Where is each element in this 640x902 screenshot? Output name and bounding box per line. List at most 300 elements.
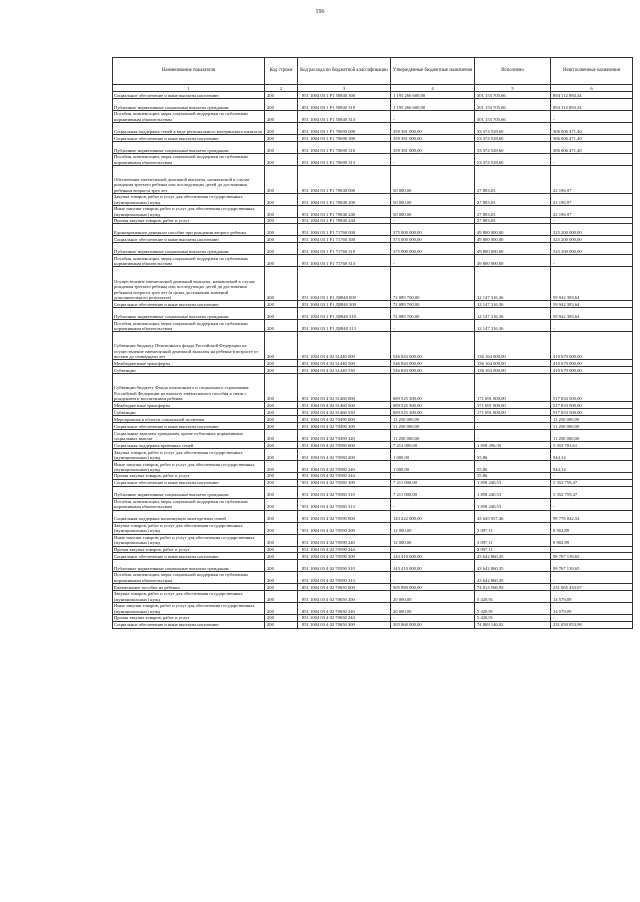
indicator-name-cell: Мероприятия в области социальной политики [113,416,265,423]
budget-code-cell: 851 1004 03 4 02 70590 300 [298,553,391,560]
budget-code-cell: 851 1004 03 4 02 70580 240 [298,461,391,473]
table-row [113,534,633,546]
executed-amount-cell: 1 858 296,39 [475,442,551,449]
line-code-cell: 200 [265,374,298,402]
budget-code-cell: 851 1004 03 4 02 70580 244 [298,473,391,479]
executed-amount-cell: 136 164 000,00 [475,332,551,360]
indicator-name-cell: Закупка товаров, работ и услуг для обеспечения государственных (муниципальных) нужд [113,449,265,461]
remaining-amount-cell: 59 942 383,64 [551,301,633,308]
indicator-name-cell: Субвенции бюджету Пенсионного фонда Российской Федерации на осуществление ежемесячной денежной выплаты на ребенка в возрасте от восьми до семнадцати лет [113,332,265,360]
budget-code-cell: 851 1004 03 1 Р1 71760 300 [298,236,391,243]
approved-amount-cell: - [391,154,475,166]
approved-amount-cell: 11 250 000,00 [391,430,475,442]
column-number: 1 [113,85,265,92]
approved-amount-cell: 20 000,00 [391,603,475,615]
remaining-amount-cell: - [551,615,633,621]
table-row [113,553,633,560]
column-number: 6 [551,85,633,92]
approved-amount-cell: 359 381 000,00 [391,123,475,135]
remaining-amount-cell: 8 902,89 [551,534,633,546]
executed-amount-cell: 49 800 000,00 [475,255,551,267]
remaining-amount-cell: 410 679 000,00 [551,367,633,374]
indicator-name-cell: Закупка товаров, работ и услуг для обеспечения государственных (муниципальных) нужд [113,591,265,603]
remaining-amount-cell: 894 112 894,34 [551,92,633,99]
budget-code-cell: 851 1004 03 4 02 31460 000 [298,374,391,402]
remaining-amount-cell: - [551,473,633,479]
column-number: 3 [298,85,391,92]
line-code-cell: 200 [265,135,298,142]
indicator-name-cell: Межбюджетные трансферты [113,360,265,367]
approved-amount-cell: 375 000 000,00 [391,224,475,236]
line-code-cell: 200 [265,142,298,154]
indicator-name-cell: Иные закупки товаров, работ и услуг для обеспечения государственных (муниципальных) нужд [113,461,265,473]
table-row [113,479,633,486]
budget-code-cell: 851 1004 03 4 02 31440 500 [298,360,391,367]
indicator-name-cell: Закупка товаров, работ и услуг для обеспечения государственных (муниципальных) нужд [113,194,265,206]
indicator-name-cell: Социальная поддержка приемных семей [113,442,265,449]
approved-amount-cell: 72 089 700,00 [391,267,475,301]
line-code-cell: 200 [265,360,298,367]
remaining-amount-cell: 5 352 759,47 [551,486,633,498]
header-budget-code: Код расхода по бюджетной классификации [298,58,391,85]
executed-amount-cell: 3 097,11 [475,534,551,546]
approved-amount-cell: 11 250 000,00 [391,416,475,423]
table-row [113,166,633,194]
line-code-cell: 200 [265,111,298,123]
remaining-amount-cell: 11 250 000,00 [551,423,633,430]
approved-amount-cell: 143 422 000,00 [391,510,475,522]
approved-amount-cell: 689 525 300,00 [391,374,475,402]
table-row [113,236,633,243]
indicator-name-cell: Межбюджетные трансферты [113,402,265,409]
budget-code-cell: 851 1004 03 4 02 70580 000 [298,442,391,449]
indicator-name-cell: Пособия, компенсации, меры социальной поддержки по публичным нормативным обязательствам [113,320,265,332]
budget-code-cell: 851 1004 03 4 02 31460 500 [298,402,391,409]
remaining-amount-cell: 8 902,89 [551,522,633,534]
executed-amount-cell: 53 374 528,60 [475,123,551,135]
executed-amount-cell: 171 691 800,00 [475,374,551,402]
table-row [113,486,633,498]
remaining-amount-cell: - [551,218,633,224]
approved-amount-cell: 305 860 000,00 [391,621,475,628]
budget-code-cell: 851 1004 03 1 Р1 71760 313 [298,255,391,267]
table-row [113,591,633,603]
indicator-name-cell: Прочая закупка товаров, работ и услуг [113,218,265,224]
approved-amount-cell: - [391,320,475,332]
table-row [113,154,633,166]
remaining-amount-cell: 231 050 853,98 [551,621,633,628]
executed-amount-cell: - [475,430,551,442]
executed-amount-cell: 12 147 316,36 [475,267,551,301]
executed-amount-cell: 27 803,03 [475,166,551,194]
executed-amount-cell: 74 814 566,93 [475,584,551,591]
approved-amount-cell: 12 000,00 [391,522,475,534]
line-code-cell: 200 [265,615,298,621]
remaining-amount-cell: 944,14 [551,449,633,461]
indicator-name-cell: Иные закупки товаров, работ и услуг для обеспечения государственных (муниципальных) нужд [113,534,265,546]
indicator-name-cell: Социальная поддержка семей в виде регионального материнского капитала [113,123,265,135]
table-row [113,267,633,301]
budget-code-cell: 851 1004 03 4 02 70590 313 [298,572,391,584]
line-code-cell: 200 [265,479,298,486]
executed-amount-cell: 43 642 860,35 [475,572,551,584]
indicator-name-cell: Пособия, компенсации, меры социальной поддержки по публичным нормативным обязательствам [113,572,265,584]
line-code-cell: 200 [265,584,298,591]
approved-amount-cell: 143 410 000,00 [391,560,475,572]
remaining-amount-cell: - [551,154,633,166]
executed-amount-cell: 136 164 000,00 [475,367,551,374]
header-approved: Утвержденные бюджетные назначения [391,58,475,85]
line-code-cell: 200 [265,510,298,522]
budget-code-cell: 851 1004 03 4 02 70580 310 [298,486,391,498]
approved-amount-cell: - [391,111,475,123]
table-row [113,224,633,236]
table-row [113,603,633,615]
budget-code-cell: 851 1004 03 1 Р1 70690 300 [298,135,391,142]
budget-code-cell: 851 1004 03 4 02 70650 000 [298,584,391,591]
remaining-amount-cell: 14 579,09 [551,603,633,615]
line-code-cell: 200 [265,301,298,308]
line-code-cell: 200 [265,449,298,461]
remaining-amount-cell: 517 833 500,00 [551,409,633,416]
budget-code-cell: 851 1004 03 1 Р1 70840 000 [298,166,391,194]
approved-amount-cell: 143 410 000,00 [391,553,475,560]
executed-amount-cell: 27 803,03 [475,206,551,218]
executed-amount-cell: 5 420,91 [475,603,551,615]
budget-code-cell: 851 1004 03 4 02 70590 200 [298,522,391,534]
approved-amount-cell: - [391,218,475,224]
table-row [113,584,633,591]
approved-amount-cell: 359 381 000,00 [391,135,475,142]
line-code-cell: 200 [265,498,298,510]
approved-amount-cell: - [391,255,475,267]
executed-amount-cell: 3 097,11 [475,546,551,552]
indicator-name-cell: Публичные нормативные социальные выплаты гражданам [113,142,265,154]
budget-code-cell: 851 1004 03 4 02 31460 530 [298,409,391,416]
indicator-name-cell: Единовременное денежное пособие при рождении второго ребенка [113,224,265,236]
budget-code-cell: 851 1004 03 1 Р1 Д0840 000 [298,267,391,301]
line-code-cell: 200 [265,486,298,498]
indicator-name-cell: Пособия, компенсации, меры социальной поддержки по публичным нормативным обязательствам [113,111,265,123]
remaining-amount-cell: 22 196,97 [551,206,633,218]
line-code-cell: 200 [265,402,298,409]
indicator-name-cell: Социальное обеспечение и иные выплаты населению [113,621,265,628]
executed-amount-cell: - [475,423,551,430]
line-code-cell: 200 [265,123,298,135]
line-code-cell: 200 [265,255,298,267]
executed-amount-cell: 49 800 000,00 [475,243,551,255]
budget-code-cell: 851 1004 03 1 Р1 Д0840 310 [298,308,391,320]
approved-amount-cell: 1 195 266 600,00 [391,92,475,99]
budget-code-cell: 851 1004 03 1 Р1 70840 200 [298,194,391,206]
approved-amount-cell: 12 000,00 [391,534,475,546]
line-code-cell: 200 [265,560,298,572]
indicator-name-cell: Субвенции [113,367,265,374]
executed-amount-cell: 171 691 800,00 [475,402,551,409]
executed-amount-cell: 301 153 705,66 [475,92,551,99]
column-number: 4 [391,85,475,92]
remaining-amount-cell: 306 006 471,40 [551,142,633,154]
remaining-amount-cell: 99 776 042,54 [551,510,633,522]
remaining-amount-cell: 231 065 433,07 [551,584,633,591]
indicator-name-cell: Публичные нормативные социальные выплаты гражданам [113,486,265,498]
executed-amount-cell: 55,86 [475,461,551,473]
approved-amount-cell: - [391,615,475,621]
indicator-name-cell: Социальное обеспечение и иные выплаты населению [113,92,265,99]
approved-amount-cell: 359 381 000,00 [391,142,475,154]
table-row [113,99,633,111]
approved-amount-cell: 546 843 000,00 [391,367,475,374]
budget-code-cell: 851 1004 03 4 02 70490 300 [298,423,391,430]
remaining-amount-cell: 59 942 383,64 [551,267,633,301]
table-row [113,374,633,402]
executed-amount-cell: 55,86 [475,449,551,461]
remaining-amount-cell: - [551,111,633,123]
table-row [113,423,633,430]
approved-amount-cell: - [391,546,475,552]
indicator-name-cell: Социальные выплаты гражданам, кроме публичных нормативных социальных выплат [113,430,265,442]
executed-amount-cell: 53 374 528,60 [475,135,551,142]
page-number: 196 [315,9,325,15]
indicator-name-cell: Социальное обеспечение и иные выплаты населению [113,479,265,486]
executed-amount-cell: 74 809 146,02 [475,621,551,628]
table-row [113,367,633,374]
indicator-name-cell: Прочая закупка товаров, работ и услуг [113,615,265,621]
remaining-amount-cell: 410 679 000,00 [551,360,633,367]
budget-code-cell: 851 1004 03 4 02 70490 320 [298,430,391,442]
budget-code-cell: 851 1004 03 4 02 70580 200 [298,449,391,461]
budget-code-cell: 851 1004 03 1 Р1 50840 300 [298,92,391,99]
budget-code-cell: 851 1004 03 4 02 31440 530 [298,367,391,374]
approved-amount-cell: 1 195 266 600,00 [391,99,475,111]
line-code-cell: 200 [265,416,298,423]
executed-amount-cell: 27 803,03 [475,218,551,224]
table-row [113,142,633,154]
approved-amount-cell: 20 000,00 [391,591,475,603]
table-row [113,416,633,423]
table-row [113,111,633,123]
remaining-amount-cell: 22 196,97 [551,194,633,206]
table-row [113,301,633,308]
table-row [113,522,633,534]
remaining-amount-cell: 59 942 383,64 [551,308,633,320]
executed-amount-cell: 301 153 705,66 [475,99,551,111]
line-code-cell: 200 [265,224,298,236]
approved-amount-cell: - [391,498,475,510]
approved-amount-cell: 689 525 300,00 [391,409,475,416]
table-row [113,449,633,461]
remaining-amount-cell: 5 353 703,61 [551,442,633,449]
line-code-cell: 200 [265,206,298,218]
budget-code-cell: 851 1004 03 4 02 70590 310 [298,560,391,572]
table-row [113,332,633,360]
remaining-amount-cell: 325 200 000,00 [551,224,633,236]
line-code-cell: 200 [265,409,298,416]
indicator-name-cell: Закупка товаров, работ и услуг для обеспечения государственных (муниципальных) нужд [113,522,265,534]
table-row [113,510,633,522]
budget-code-cell: 851 1004 03 1 Р1 50840 313 [298,111,391,123]
header-executed: Исполнено [475,58,551,85]
indicator-name-cell: Иные закупки товаров, работ и услуг для обеспечения государственных (муниципальных) нужд [113,603,265,615]
table-row [113,430,633,442]
executed-amount-cell: 12 147 316,36 [475,301,551,308]
executed-amount-cell: 55,86 [475,473,551,479]
remaining-amount-cell: - [551,320,633,332]
executed-amount-cell: 43 645 957,46 [475,510,551,522]
table-header-row [113,58,633,85]
budget-code-cell: 851 1004 03 1 Р1 71760 310 [298,243,391,255]
remaining-amount-cell: 894 112 894,34 [551,99,633,111]
executed-amount-cell: 53 374 528,60 [475,142,551,154]
line-code-cell: 200 [265,603,298,615]
line-code-cell: 200 [265,99,298,111]
budget-code-cell: 851 1004 03 4 02 70650 200 [298,591,391,603]
remaining-amount-cell: - [551,255,633,267]
budget-code-cell: 851 1004 03 1 Р1 Д0840 300 [298,301,391,308]
indicator-name-cell: Социальное обеспечение и иные выплаты населению [113,553,265,560]
approved-amount-cell: 7 211 000,00 [391,486,475,498]
table-row [113,194,633,206]
remaining-amount-cell: 306 006 471,40 [551,123,633,135]
executed-amount-cell: 12 147 316,36 [475,320,551,332]
indicator-name-cell: Пособия, компенсации, меры социальной поддержки по публичным нормативным обязательствам [113,255,265,267]
table-row [113,206,633,218]
remaining-amount-cell: 325 200 000,00 [551,236,633,243]
budget-code-cell: 851 1004 03 1 Р1 70690 000 [298,123,391,135]
line-code-cell: 200 [265,332,298,360]
executed-amount-cell: 12 147 316,36 [475,308,551,320]
table-row [113,320,633,332]
remaining-amount-cell: 944,14 [551,461,633,473]
budget-code-cell: 851 1004 03 1 Р1 70690 310 [298,142,391,154]
table-row [113,243,633,255]
remaining-amount-cell: 99 767 139,65 [551,560,633,572]
table-row [113,621,633,628]
remaining-amount-cell: 410 679 000,00 [551,332,633,360]
line-code-cell: 200 [265,461,298,473]
remaining-amount-cell: 14 579,09 [551,591,633,603]
remaining-amount-cell: 325 200 000,00 [551,243,633,255]
table-row [113,560,633,572]
indicator-name-cell: Обеспечение ежемесячной денежной выплаты, назначаемой в случае рождения третьего ребенка или последующих детей до достижения ребенком возраста трех лет [113,166,265,194]
indicator-name-cell: Социальное обеспечение и иные выплаты населению [113,135,265,142]
table-row [113,360,633,367]
executed-amount-cell: 1 858 240,53 [475,486,551,498]
line-code-cell: 200 [265,236,298,243]
indicator-name-cell: Прочая закупка товаров, работ и услуг [113,473,265,479]
remaining-amount-cell: 11 250 000,00 [551,430,633,442]
indicator-name-cell: Субвенции [113,409,265,416]
indicator-name-cell: Прочая закупка товаров, работ и услуг [113,546,265,552]
line-code-cell: 200 [265,591,298,603]
executed-amount-cell: 49 800 000,00 [475,224,551,236]
executed-amount-cell: 3 097,11 [475,522,551,534]
table-row [113,572,633,584]
budget-code-cell: 851 1004 03 4 02 70590 000 [298,510,391,522]
approved-amount-cell: 11 250 000,00 [391,423,475,430]
line-code-cell: 200 [265,308,298,320]
approved-amount-cell: 546 843 000,00 [391,332,475,360]
line-code-cell: 200 [265,218,298,224]
budget-execution-table [112,57,633,629]
line-code-cell: 200 [265,572,298,584]
budget-code-cell: 851 1004 03 4 02 70650 300 [298,621,391,628]
executed-amount-cell: 136 164 000,00 [475,360,551,367]
approved-amount-cell: 375 000 000,00 [391,236,475,243]
indicator-name-cell: Субвенции бюджету Фонда пенсионного и социального страхования Российской Федерации на выплату ежемесячного пособия в связи с рождением и воспитанием ребенка [113,374,265,402]
approved-amount-cell: 305 880 000,00 [391,584,475,591]
line-code-cell: 200 [265,243,298,255]
approved-amount-cell: 1 000,00 [391,461,475,473]
approved-amount-cell: 50 000,00 [391,166,475,194]
executed-amount-cell: 53 374 528,60 [475,154,551,166]
budget-code-cell: 851 1004 03 4 02 70650 240 [298,603,391,615]
executed-amount-cell: 5 420,91 [475,615,551,621]
indicator-name-cell: Осуществление ежемесячной денежной выплаты, назначаемой в случае рождения третьего ребенка или последующих детей до достижения ребенком возраста трех лет (в целях достижения значений дополнительного результата) [113,267,265,301]
line-code-cell: 200 [265,267,298,301]
budget-code-cell: 851 1004 03 1 Р1 70840 244 [298,218,391,224]
column-number-row [113,85,633,92]
budget-code-cell: 851 1004 03 4 02 70590 240 [298,534,391,546]
budget-code-cell: 851 1004 03 4 02 70650 244 [298,615,391,621]
approved-amount-cell: 72 089 700,00 [391,301,475,308]
indicator-name-cell: Социальное обеспечение и иные выплаты населению [113,423,265,430]
column-number: 5 [475,85,551,92]
budget-code-cell: 851 1004 03 4 02 70580 313 [298,498,391,510]
approved-amount-cell: - [391,473,475,479]
line-code-cell: 200 [265,621,298,628]
executed-amount-cell: 1 858 240,53 [475,479,551,486]
line-code-cell: 200 [265,166,298,194]
remaining-amount-cell: - [551,546,633,552]
line-code-cell: 200 [265,473,298,479]
indicator-name-cell: Иные закупки товаров, работ и услуг для обеспечения государственных (муниципальных) нужд [113,206,265,218]
approved-amount-cell: 72 089 700,00 [391,308,475,320]
line-code-cell: 200 [265,92,298,99]
line-code-cell: 200 [265,320,298,332]
line-code-cell: 200 [265,522,298,534]
line-code-cell: 200 [265,442,298,449]
line-code-cell: 200 [265,430,298,442]
indicator-name-cell: Пособия, компенсации, меры социальной поддержки по публичным нормативным обязательствам [113,498,265,510]
line-code-cell: 200 [265,367,298,374]
line-code-cell: 200 [265,546,298,552]
remaining-amount-cell: 517 833 500,00 [551,402,633,409]
budget-code-cell: 851 1004 03 1 Р1 50840 310 [298,99,391,111]
executed-amount-cell: 5 420,91 [475,591,551,603]
line-code-cell: 200 [265,154,298,166]
indicator-name-cell: Публичные нормативные социальные выплаты гражданам [113,99,265,111]
remaining-amount-cell: - [551,572,633,584]
remaining-amount-cell: 22 196,97 [551,166,633,194]
approved-amount-cell: 7 212 000,00 [391,442,475,449]
table-row [113,442,633,449]
line-code-cell: 200 [265,553,298,560]
table-row [113,461,633,473]
indicator-name-cell: Пособия, компенсации, меры социальной поддержки по публичным нормативным обязательствам [113,154,265,166]
table-row [113,123,633,135]
executed-amount-cell: 43 642 860,35 [475,553,551,560]
remaining-amount-cell: 5 352 759,47 [551,479,633,486]
budget-code-cell: 851 1004 03 4 02 31440 000 [298,332,391,360]
executed-amount-cell: 301 153 705,66 [475,111,551,123]
table-row [113,409,633,416]
budget-code-cell: 851 1004 03 1 Р1 Д0840 313 [298,320,391,332]
approved-amount-cell: 546 843 000,00 [391,360,475,367]
executed-amount-cell: 1 858 240,53 [475,498,551,510]
executed-amount-cell: 43 642 860,35 [475,560,551,572]
approved-amount-cell: 1 000,00 [391,449,475,461]
